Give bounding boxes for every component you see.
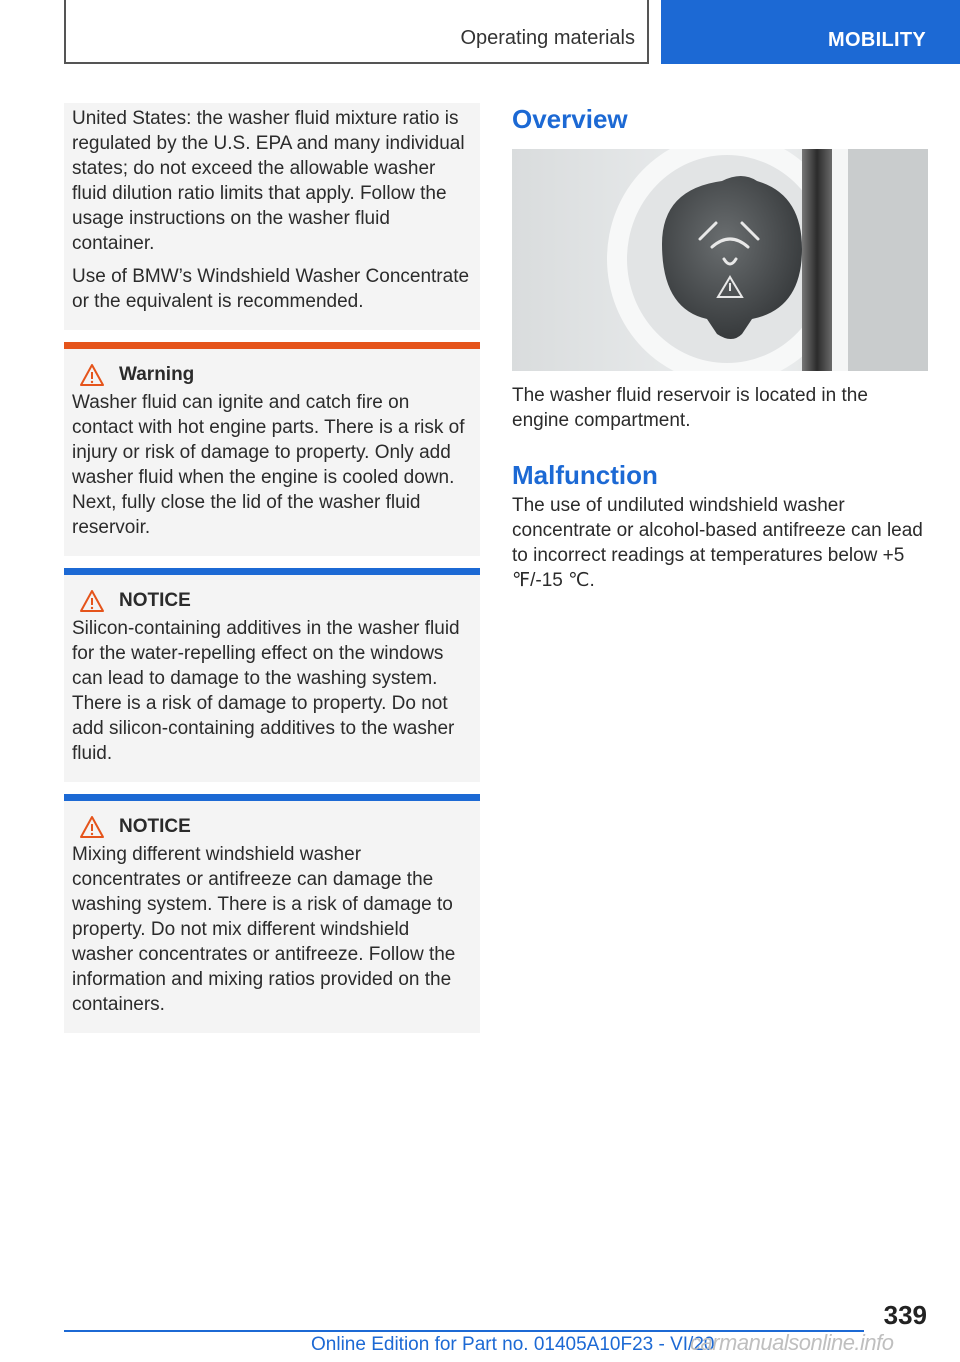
warning-label: Warning	[119, 364, 195, 385]
notice-triangle-icon	[79, 589, 105, 613]
left-column	[64, 103, 480, 1033]
notice-text: Silicon-containing additives in the washer fluid for the water-repelling effect on the windows can lead to damage to the washing system. There is a risk of damage to property. Do not add silicon-containing additives to the washer fluid.	[72, 618, 460, 764]
page-number: 339	[883, 1300, 927, 1330]
overview-text: The washer fluid reservoir is located in the engine compartment.	[512, 385, 868, 431]
watermark: carmanualsonline.info	[690, 1330, 894, 1355]
notice-heading	[72, 814, 472, 839]
header-section-tab	[661, 0, 960, 64]
warning-triangle-icon	[79, 363, 105, 387]
footer-edition: Online Edition for Part no. 01405A10F23 - VI/20	[311, 1334, 715, 1355]
notice-box	[64, 794, 480, 1033]
info-box	[64, 103, 480, 330]
notice-triangle-icon	[79, 815, 105, 839]
notice-box	[64, 568, 480, 782]
right-column	[512, 103, 928, 593]
notice-label: NOTICE	[119, 816, 191, 837]
malfunction-text: The use of undiluted windshield washer concentrate or alcohol-based antifreeze can lead to incorrect readings at temperatures below +5 ℉/-15 ℃.	[512, 495, 923, 591]
notice-text: Mixing different windshield washer concentrates or antifreeze can damage the washing system. There is a risk of damage to property. Do not mix different windshield washer concentrates or antifreeze. Follow the information and mixing ratios provided on the containers.	[72, 844, 456, 1015]
warning-text: Washer fluid can ignite and catch fire on contact with hot engine parts. There is a risk of injury or risk of damage to property. Only add washer fluid when the engine is cooled down. Next, fully close the lid of the washer fluid reservoir.	[72, 392, 465, 538]
warning-box	[64, 342, 480, 556]
info-paragraph: Use of BMW’s Windshield Washer Concentrate or the equivalent is recommended.	[72, 266, 470, 312]
info-paragraph: United States: the washer fluid mixture ratio is regulated by the U.S. EPA and many individual states; do not exceed the allowable washer fluid dilution ratio limits that apply. Follow the usage instructions on the washer fluid container.	[72, 108, 465, 254]
washer-reservoir-cap-photo	[512, 149, 928, 371]
notice-heading	[72, 588, 472, 613]
overview-heading: Overview	[512, 104, 628, 134]
notice-label: NOTICE	[119, 590, 191, 611]
header-title: Operating materials	[460, 27, 635, 49]
header-title-frame	[64, 0, 649, 64]
header-section-label: MOBILITY	[828, 29, 926, 51]
warning-heading	[72, 362, 472, 387]
malfunction-heading: Malfunction	[512, 460, 658, 490]
